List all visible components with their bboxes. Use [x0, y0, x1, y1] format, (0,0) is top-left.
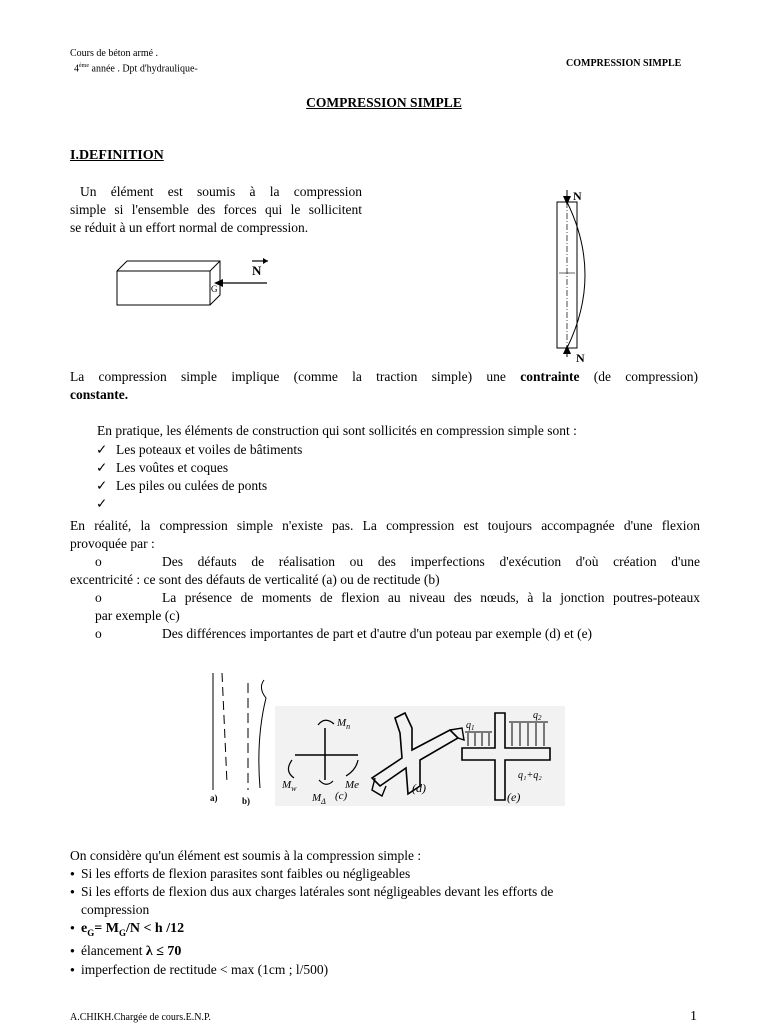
- reality-line: provoquée par :: [70, 536, 155, 551]
- practice-intro: En pratique, les éléments de construction qui sont sollicités en compression simple sont :: [97, 423, 577, 438]
- practice-list: [96, 441, 302, 513]
- reality-line: En réalité, la compression simple n'existe pas. La compression est toujours accompagnée d'une flexion: [70, 518, 700, 533]
- header-course: [70, 48, 198, 75]
- cause-continuation: par exemple (c): [95, 608, 180, 623]
- condition-continuation: compression: [81, 902, 150, 917]
- me-label: Me: [345, 779, 360, 791]
- cause-continuation: excentricité : ce sont des défauts de verticalité (a) ou de rectitude (b): [70, 572, 440, 587]
- condition-item: ● Si les efforts de flexion dus aux charges latérales sont négligeables devant les efforts de: [70, 883, 700, 901]
- mn-label: $M_n$: [337, 717, 351, 731]
- column-figure: [545, 185, 605, 370]
- label-a: a): [210, 793, 218, 803]
- cause-text: Des défauts de réalisation ou des imperfections d'exécution d'où création d'une: [162, 554, 700, 569]
- q2-label: $q_2$: [533, 710, 542, 722]
- practice-item: ✓ Les poteaux et voiles de bâtiments: [96, 441, 302, 459]
- condition-item: ● Si les efforts de flexion parasites sont faibles ou négligeables: [70, 865, 700, 883]
- practice-item: ✓ Les piles ou culées de ponts: [96, 477, 302, 495]
- q1-label: $q_1$: [466, 720, 475, 732]
- top-arrowhead: [563, 196, 571, 205]
- cause-marker: o: [95, 554, 102, 569]
- buckled-shape: [567, 202, 585, 348]
- definition-line: Un élément est soumis à la compression: [80, 184, 362, 199]
- bottom-force-label: N: [576, 351, 585, 365]
- definition-line: se réduit à un effort normal de compression.: [70, 220, 309, 235]
- page-title: COMPRESSION SIMPLE: [306, 95, 462, 110]
- c-label: (c): [335, 790, 348, 802]
- e-label: (e): [507, 790, 521, 804]
- constant-stress-paragraph: [70, 368, 698, 404]
- cause-marker: o: [95, 590, 102, 605]
- constant-line-1: La compression simple implique (comme la traction simple) une contrainte (de compression): [70, 369, 698, 384]
- top-force-label: N: [573, 189, 582, 203]
- condition-imperfection: ● imperfection de rectitude < max (1cm ; l/500): [70, 961, 700, 979]
- cause-text: Des différences importantes de part et d'autre d'un poteau par exemple (d) et (e): [162, 626, 593, 641]
- header-line1: Cours de béton armé .: [70, 48, 159, 59]
- conditions-list: [70, 865, 700, 979]
- md-label: $M_\Delta$: [312, 792, 326, 806]
- footer-author: A.CHIKH.Chargée de cours.E.N.P.: [70, 1012, 211, 1023]
- col-a-dashed: [222, 673, 227, 783]
- d-label: (d): [412, 781, 426, 795]
- header-line2: 4ème année . Dpt d'hydraulique-: [74, 63, 198, 75]
- definition-line: simple si l'ensemble des forces qui le sollicitent: [70, 202, 362, 217]
- vector-bar-head: [263, 258, 268, 264]
- q12-label: q₁+q₂: [518, 770, 542, 781]
- bottom-arrowhead: [563, 345, 571, 354]
- centroid-label: G: [211, 284, 218, 294]
- practice-item: [96, 495, 302, 513]
- reality-paragraph: [70, 517, 700, 553]
- section-heading: I.DEFINITION: [70, 148, 164, 163]
- cause-marker: o: [95, 626, 102, 641]
- conditions-intro: On considère qu'un élément est soumis à la compression simple :: [70, 848, 422, 863]
- condition-eccentricity: ● $e_G= M_G/N < h$ /12: [70, 919, 700, 942]
- page-number: 1: [690, 1009, 697, 1024]
- block-outline: [117, 261, 220, 305]
- defects-figure: [200, 668, 570, 810]
- col-b-curve: [259, 680, 266, 788]
- cause-item: [70, 625, 700, 643]
- cause-item: [70, 553, 700, 571]
- block-figure: [110, 255, 280, 310]
- label-b: b): [242, 796, 251, 806]
- definition-paragraph: [70, 183, 362, 237]
- cause-item: [70, 589, 700, 607]
- header-right-title: COMPRESSION SIMPLE: [566, 58, 682, 69]
- constant-line-2: constante.: [70, 387, 129, 402]
- force-label: N: [252, 263, 262, 278]
- causes-list: [70, 553, 700, 643]
- block-edge: [210, 261, 220, 271]
- practice-item: ✓ Les voûtes et coques: [96, 459, 302, 477]
- condition-slenderness: ● élancement λ ≤ 70: [70, 942, 700, 961]
- cause-text: La présence de moments de flexion au niveau des nœuds, à la jonction poutres-poteaux: [162, 590, 700, 605]
- mw-label: $M_w$: [282, 779, 297, 793]
